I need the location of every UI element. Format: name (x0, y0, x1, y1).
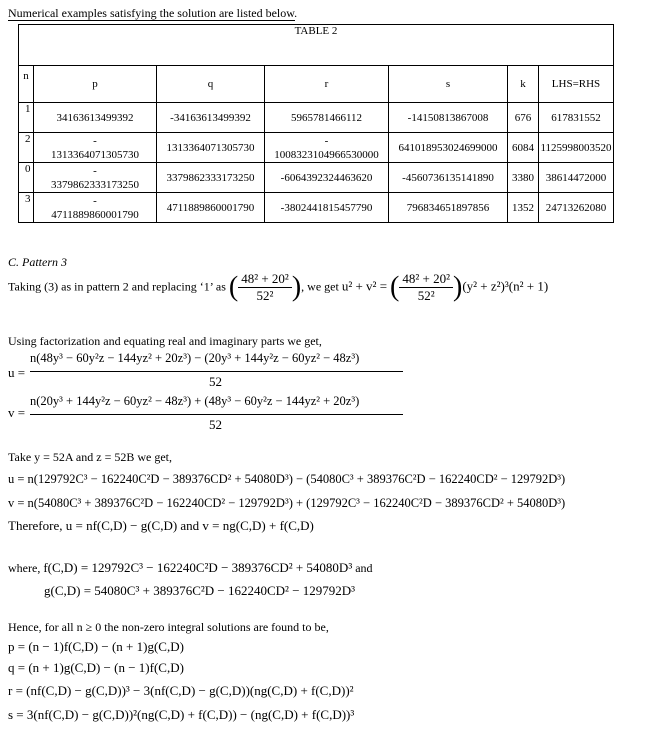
cell-k: 6084 (508, 133, 539, 163)
cell-n: 3 (19, 193, 34, 223)
solution-s: s = 3(nf(C,D) − g(C,D))²(ng(C,D) + f(C,D)) − (ng(C,D) + f(C,D))³ (8, 707, 355, 722)
v-eq-denominator: 52 (209, 417, 222, 432)
col-header-q: q (157, 66, 265, 103)
cell-lhs: 38614472000 (539, 163, 614, 193)
minus-sign: - (93, 135, 97, 147)
cell-r: -6064392324463620 (265, 163, 389, 193)
therefore-line: Therefore, u = nf(C,D) − g(C,D) and v = ng(C,D) + f(C,D) (8, 518, 314, 533)
cell-lhs: 617831552 (539, 103, 614, 133)
cell-p-value: 3379862333173250 (51, 179, 139, 191)
col-header-lhs: LHS=RHS (539, 66, 614, 103)
col-header-n: n (19, 66, 34, 103)
table-caption: TABLE 2 (19, 25, 614, 66)
cell-p: 34163613499392 (34, 103, 157, 133)
col-header-p: p (34, 66, 157, 103)
section-heading: C. Pattern 3 (8, 255, 67, 269)
where-label: where, (8, 561, 41, 575)
col-header-k: k (508, 66, 539, 103)
cell-s: -14150813867008 (389, 103, 508, 133)
pattern-rhs-tail: (y² + z²)³(n² + 1) (462, 278, 549, 294)
cell-p (34, 133, 157, 163)
take-text: Take y = 52A and z = 52B we get, (8, 450, 172, 464)
cell-r: -3802441815457790 (265, 193, 389, 223)
cell-k: 3380 (508, 163, 539, 193)
fraction-numerator: 48² + 20² (399, 271, 453, 288)
v-substituted: v = n(54080C³ + 389376C²D − 162240CD² − 129792D³) + (129792C³ − 162240C²D − 389376CD² + 54080D³) (8, 496, 566, 510)
v-eq-lhs: v = (8, 405, 26, 420)
cell-s: 641018953024699000 (389, 133, 508, 163)
f-definition: f(C,D) = 129792C³ − 162240C²D − 389376CD² + 54080D³ (43, 560, 353, 575)
solution-p: p = (n − 1)f(C,D) − (n + 1)g(C,D) (8, 639, 184, 654)
cell-r: 5965781466112 (265, 103, 389, 133)
cell-q: 1313364071305730 (157, 133, 265, 163)
numerical-table (18, 24, 614, 223)
ratio-fraction-2 (399, 271, 453, 304)
cell-k: 676 (508, 103, 539, 133)
cell-s: 796834651897856 (389, 193, 508, 223)
factorization-text: Using factorization and equating real and imaginary parts we get, (8, 334, 322, 348)
cell-r (265, 133, 389, 163)
cell-n: 1 (19, 103, 34, 133)
close-paren: ) (453, 271, 463, 303)
cell-lhs: 1125998003520 (539, 133, 614, 163)
v-fraction-bar (30, 414, 403, 415)
intro-text: Numerical examples satisfying the solution are listed below. (8, 6, 298, 20)
minus-sign: - (93, 165, 97, 177)
cell-lhs: 24713262080 (539, 193, 614, 223)
fraction-numerator: 48² + 20² (238, 271, 292, 288)
pattern-lhs: u² + v² = (341, 278, 388, 294)
cell-n: 2 (19, 133, 34, 163)
close-paren: ) (291, 271, 302, 303)
col-header-s: s (389, 66, 508, 103)
u-fraction-bar (30, 371, 403, 372)
cell-q: -34163613499392 (157, 103, 265, 133)
fraction-denominator: 52² (256, 288, 274, 303)
open-paren: ( (228, 271, 239, 303)
cell-q: 3379862333173250 (157, 163, 265, 193)
v-eq-numerator: n(20y³ + 144y²z − 60yz² − 48z³) + (48y³ − 60y²z − 144yz² + 20z³) (30, 394, 360, 408)
minus-sign: - (93, 195, 97, 207)
cell-k: 1352 (508, 193, 539, 223)
g-definition: g(C,D) = 54080C³ + 389376C²D − 162240CD² − 129792D³ (44, 583, 356, 598)
where-f-line (8, 560, 373, 576)
pattern-text-b: , we get (301, 279, 339, 294)
col-header-r: r (265, 66, 389, 103)
open-paren: ( (390, 271, 400, 303)
cell-p (34, 163, 157, 193)
table-row (19, 163, 614, 193)
cell-n: 0 (19, 163, 34, 193)
pattern-line (8, 271, 548, 304)
solution-r: r = (nf(C,D) − g(C,D))³ − 3(nf(C,D) − g(C,D))(ng(C,D) + f(C,D))² (8, 683, 354, 698)
cell-p (34, 193, 157, 223)
minus-sign: - (324, 135, 329, 147)
table-row (19, 133, 614, 163)
table-row (19, 103, 614, 133)
u-eq-numerator: n(48y³ − 60y²z − 144yz² + 20z³) − (20y³ + 144y²z − 60yz² − 48z³) (30, 351, 360, 365)
u-substituted: u = n(129792C³ − 162240C²D − 389376CD² + 54080D³) − (54080C³ + 389376C²D − 162240CD² − 129792D³) (8, 472, 566, 486)
cell-q: 4711889860001790 (157, 193, 265, 223)
intro-underline (8, 20, 295, 21)
cell-p-value: 4711889860001790 (51, 209, 139, 221)
hence-text: Hence, for all n ≥ 0 the non-zero integral solutions are found to be, (8, 620, 329, 634)
ratio-fraction (238, 271, 292, 304)
cell-r-value: 1008323104966530000 (274, 149, 379, 161)
and-word: and (355, 561, 373, 575)
pattern-text-a: Taking (3) as in pattern 2 and replacing ‘1’ as (8, 279, 226, 294)
table-row (19, 193, 614, 223)
u-eq-lhs: u = (8, 365, 26, 380)
fraction-denominator: 52² (417, 288, 435, 303)
u-eq-denominator: 52 (209, 374, 222, 389)
solution-q: q = (n + 1)g(C,D) − (n − 1)f(C,D) (8, 660, 184, 675)
cell-p-value: 1313364071305730 (51, 149, 139, 161)
cell-s: -4560736135141890 (389, 163, 508, 193)
